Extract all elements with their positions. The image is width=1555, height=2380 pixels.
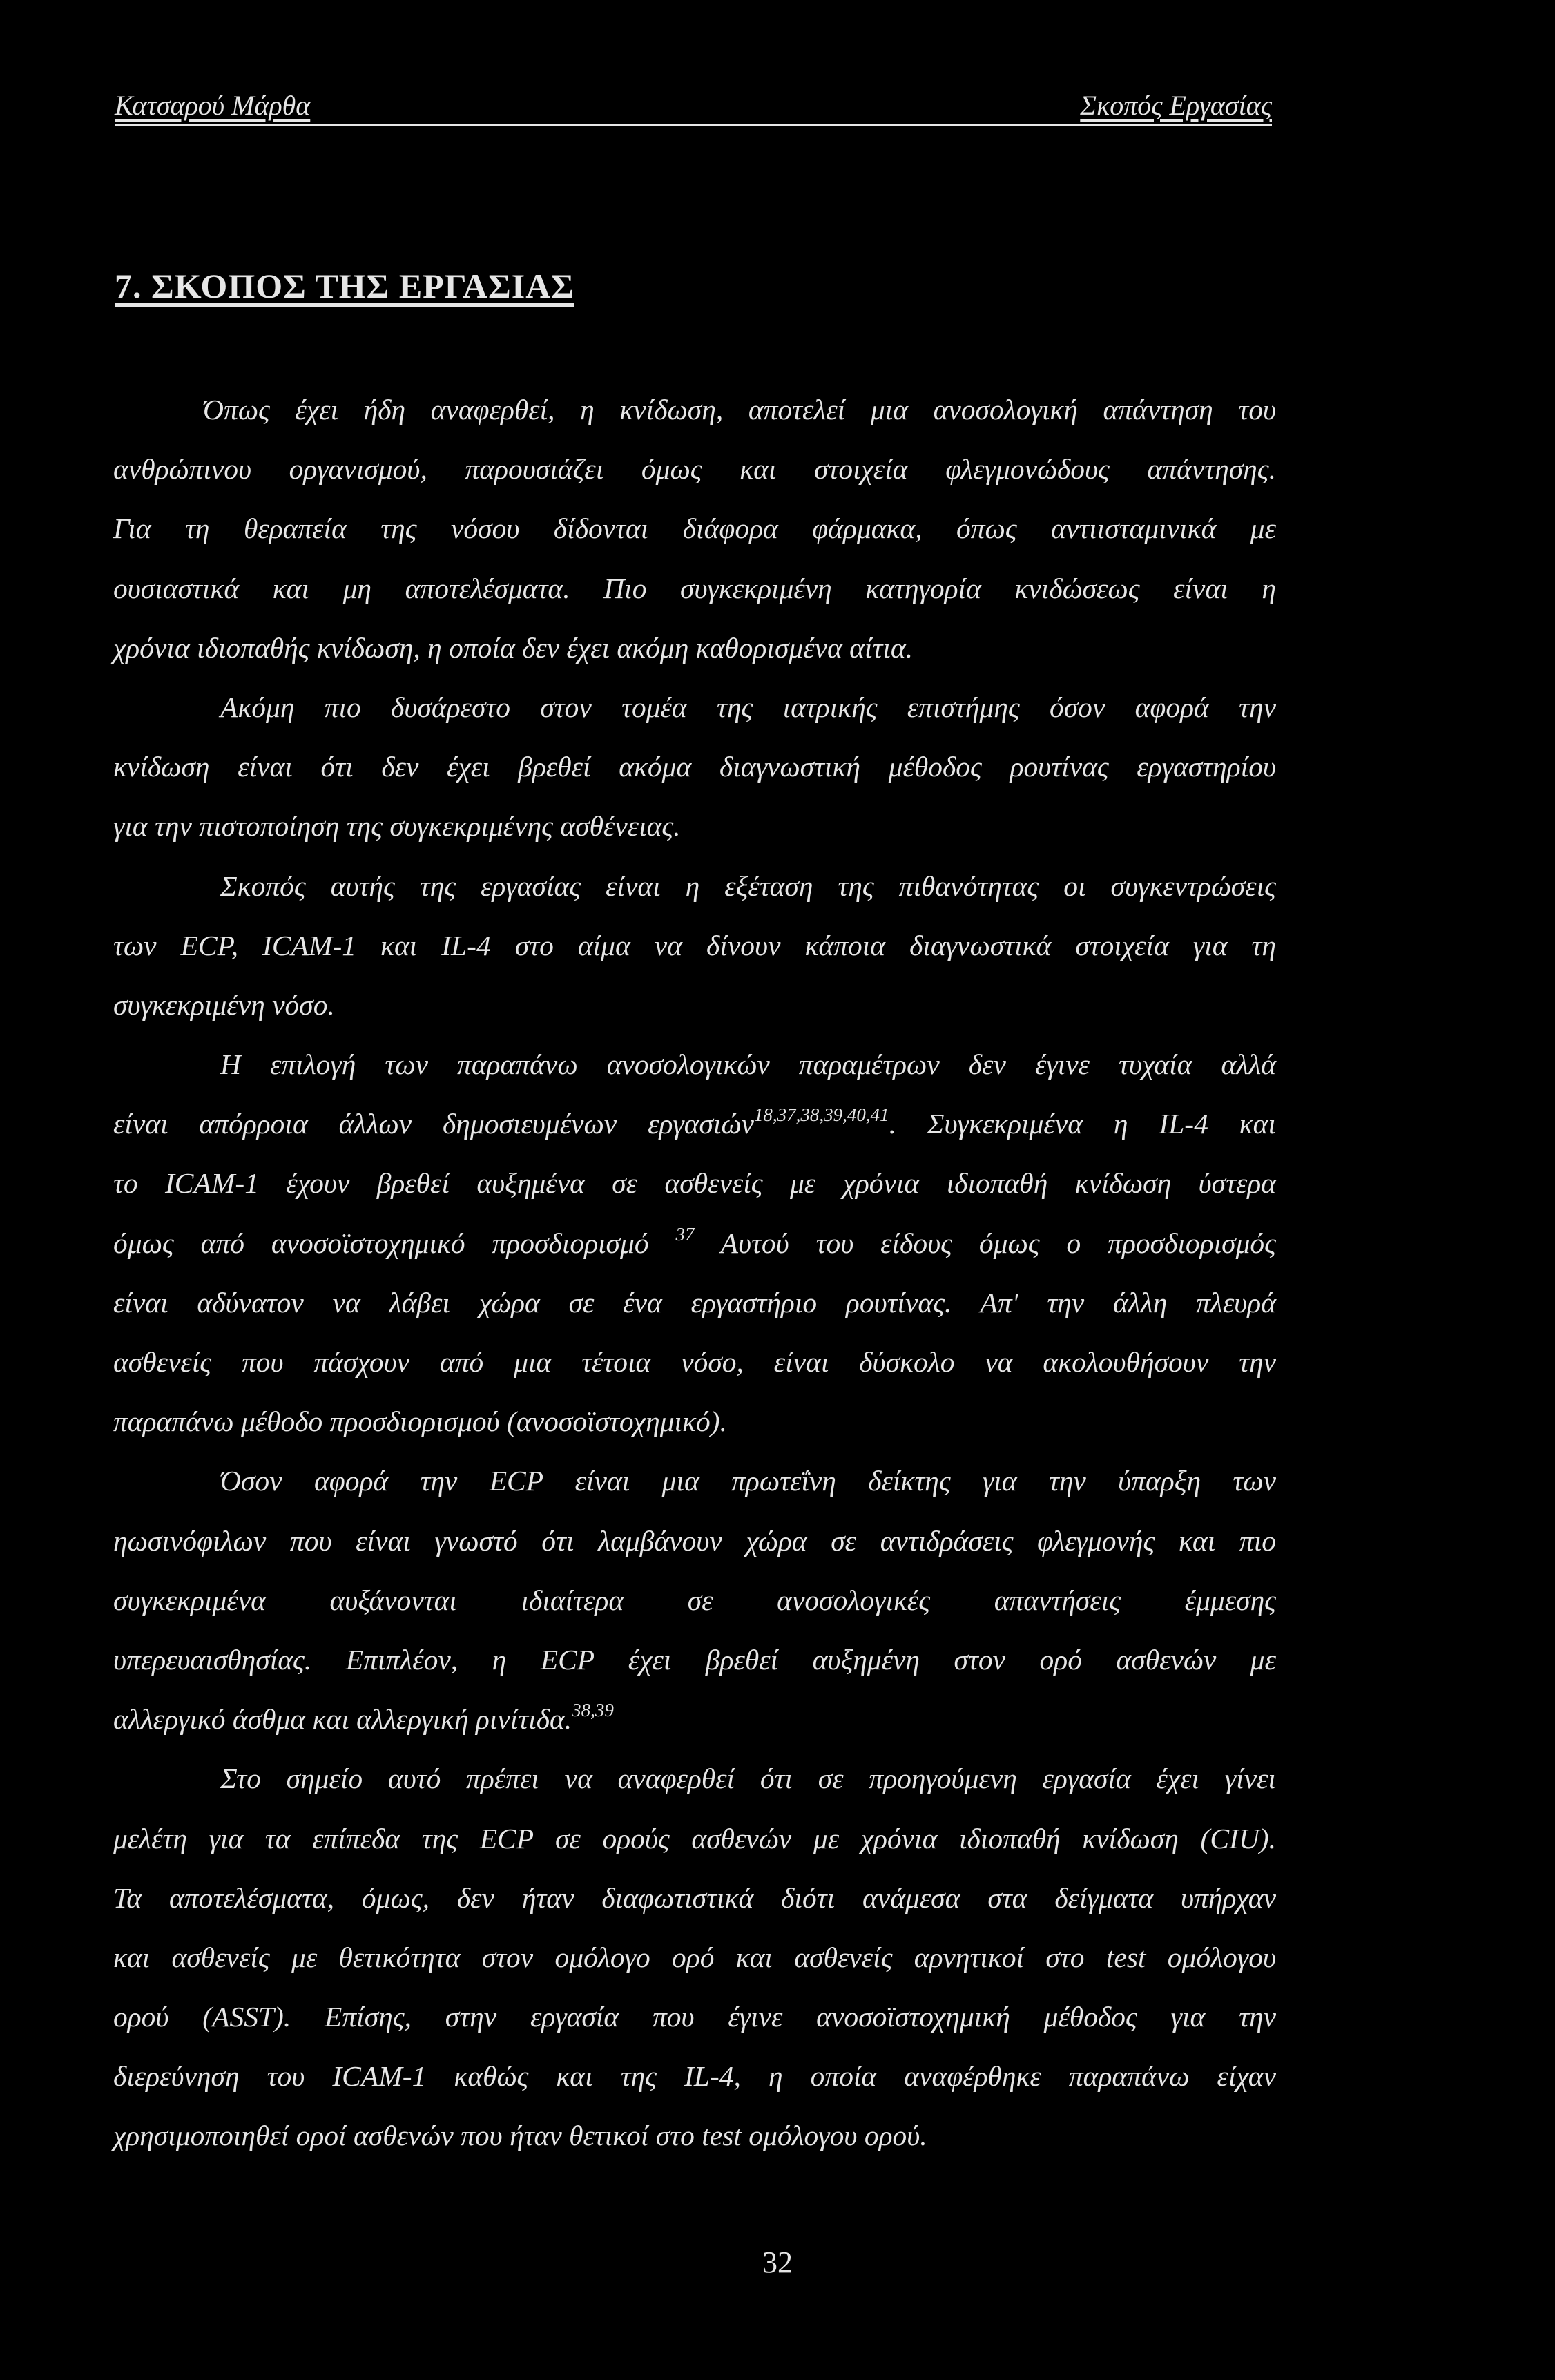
header-author: Κατσαρού Μάρθα (115, 90, 311, 121)
citation-ref: 18,37,38,39,40,41 (753, 1104, 889, 1126)
body-text (113, 380, 1276, 2166)
text-line: ανθρώπινου οργανισμού, παρουσιάζει όμως και στοιχεία φλεγμονώδους απάντησης. (113, 453, 1276, 486)
text-line: Σκοπός αυτής της εργασίας είναι η εξέταση της πιθανότητας οι συγκεντρώσεις (220, 870, 1276, 902)
section-title: 7. ΣΚΟΠΟΣ ΤΗΣ ΕΡΓΑΣΙΑΣ (115, 267, 574, 305)
text-line: Τα αποτελέσματα, όμως, δεν ήταν διαφωτιστικά διότι ανάμεσα στα δείγματα υπήρχαν (113, 1881, 1276, 1914)
text-line: ουσιαστικά και μη αποτελέσματα. Πιο συγκεκριμένη κατηγορία κνιδώσεως είναι η (113, 572, 1276, 604)
header-section: Σκοπός Εργασίας (1080, 90, 1272, 121)
text-line: είναι αδύνατον να λάβει χώρα σε ένα εργαστήριο ρουτίνας. Απ' την άλλη πλευρά (113, 1286, 1276, 1318)
text-line: χρησιμοποιηθεί οροί ασθενών που ήταν θετικοί στο test ομόλογου ορού. (113, 2120, 927, 2152)
text-line: είναι απόρροια άλλων δημοσιευμένων εργασιών$^{18,37,38,39,40,41}$. Συγκεκριμένα η IL-4 και (113, 1104, 1276, 1140)
text-line: όμως από ανοσοϊστοχημικό προσδιορισμό $^{37}$ Αυτού του είδους όμως ο προσδιορισμός (113, 1223, 1276, 1259)
text-line: Στο σημείο αυτό πρέπει να αναφερθεί ότι σε προηγούμενη εργασία έχει γίνει (220, 1763, 1276, 1795)
citation-ref: 37 (675, 1223, 695, 1245)
page-header (115, 88, 1272, 126)
text-line: Η επιλογή των παραπάνω ανοσολογικών παραμέτρων δεν έγινε τυχαία αλλά (220, 1048, 1276, 1081)
text-line: ασθενείς που πάσχουν από μια τέτοια νόσο, είναι δύσκολο να ακολουθήσουν την (113, 1346, 1276, 1378)
text-line: μελέτη για τα επίπεδα της ECP σε ορούς ασθενών με χρόνια ιδιοπαθή κνίδωση (CIU). (113, 1822, 1276, 1854)
page-number: 32 (762, 2245, 793, 2279)
text-line: για την πιστοποίηση της συγκεκριμένης ασθένειας. (113, 810, 681, 843)
text-line: χρόνια ιδιοπαθής κνίδωση, η οποία δεν έχει ακόμη καθορισμένα αίτια. (113, 631, 914, 664)
text-line: συγκεκριμένα αυξάνονται ιδιαίτερα σε ανοσολογικές απαντήσεις έμμεσης (113, 1584, 1276, 1616)
text-line: παραπάνω μέθοδο προσδιορισμού (ανοσοϊστοχημικό). (113, 1405, 727, 1438)
text-line: και ασθενείς με θετικότητα στον ομόλογο ορό και ασθενείς αρνητικοί στο test ομόλογου (113, 1941, 1276, 1973)
text-line: Ακόμη πιο δυσάρεστο στον τομέα της ιατρικής επιστήμης όσον αφορά την (220, 691, 1276, 723)
text-line: Για τη θεραπεία της νόσου δίδονται διάφορα φάρμακα, όπως αντιισταμινικά με (113, 512, 1276, 545)
text-line: Όσον αφορά την ECP είναι μια πρωτεΐνη δείκτης για την ύπαρξη των (220, 1465, 1276, 1497)
citation-ref: 38,39 (572, 1700, 614, 1721)
text-line: υπερευαισθησίας. Επιπλέον, η ECP έχει βρεθεί αυξημένη στον ορό ασθενών με (113, 1643, 1276, 1676)
text-line: Όπως έχει ήδη αναφερθεί, η κνίδωση, αποτελεί μια ανοσολογική απάντηση του (203, 394, 1276, 425)
text-line: διερεύνηση του ICAM-1 καθώς και της IL-4, η οποία αναφέρθηκε παραπάνω είχαν (113, 2060, 1276, 2093)
text-line: αλλεργικό άσθμα και αλλεργική ρινίτιδα.$^{38,39}$ (113, 1700, 614, 1736)
text-line: κνίδωση είναι ότι δεν έχει βρεθεί ακόμα διαγνωστική μέθοδος ρουτίνας εργαστηρίου (113, 751, 1276, 783)
text-line: το ICAM-1 έχουν βρεθεί αυξημένα σε ασθενείς με χρόνια ιδιοπαθή κνίδωση ύστερα (113, 1167, 1276, 1200)
text-line: των ECP, ICAM-1 και IL-4 στο αίμα να δίνουν κάποια διαγνωστικά στοιχεία για τη (113, 929, 1276, 961)
text-line: συγκεκριμένη νόσο. (113, 988, 335, 1021)
text-line: ορού (ASST). Επίσης, στην εργασία που έγινε ανοσοϊστοχημική μέθοδος για την (113, 2001, 1276, 2033)
text-line: ηωσινόφιλων που είναι γνωστό ότι λαμβάνουν χώρα σε αντιδράσεις φλεγμονής και πιο (113, 1524, 1276, 1557)
